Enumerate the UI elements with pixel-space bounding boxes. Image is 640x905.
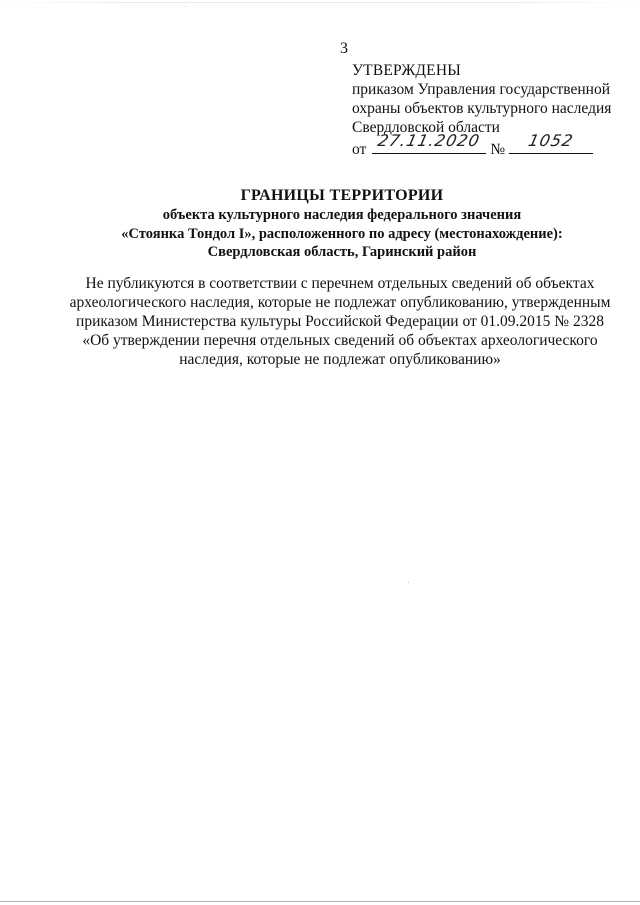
- body-line: приказом Министерства культуры Российской Федерации от 01.09.2015 № 2328: [76, 313, 604, 330]
- approval-block: [352, 61, 632, 158]
- heading-title: ГРАНИЦЫ ТЕРРИТОРИИ: [240, 187, 444, 204]
- body-line: Не публикуются в соответствии с перечнем отдельных сведений об объектах: [85, 275, 595, 292]
- approval-title: УТВЕРЖДЕНЫ: [352, 62, 461, 79]
- date-prefix: от: [352, 141, 367, 158]
- scan-speck: [185, 6, 186, 7]
- order-number-handwritten: 1052: [526, 131, 576, 150]
- approval-line: приказом Управления государственной: [352, 81, 611, 98]
- heading-line: Свердловская область, Гаринский район: [207, 244, 477, 260]
- document-heading: [0, 186, 640, 262]
- approval-line: Свердловской области: [352, 119, 500, 136]
- approval-line: охраны объектов культурного наследия: [352, 100, 612, 117]
- page-number: 3: [340, 40, 348, 57]
- order-date-number-row: [352, 131, 632, 158]
- order-date-field: [372, 131, 486, 154]
- body-line: археологического наследия, которые не подлежат опубликованию, утвержденным: [69, 294, 611, 311]
- order-number-field: [509, 131, 593, 154]
- order-date-handwritten: 27.11.2020: [376, 131, 483, 150]
- body-line: наследия, которые не подлежат опубликованию»: [179, 351, 501, 368]
- number-sign: №: [490, 141, 506, 158]
- heading-line: «Стоянка Тондол I», расположенного по адресу (местонахождение):: [121, 225, 563, 242]
- scan-speck: [408, 582, 409, 583]
- body-line: «Об утверждении перечня отдельных сведений об объектах археологического: [82, 332, 598, 349]
- body-paragraph: [60, 274, 620, 369]
- scan-bottom-edge: [0, 901, 640, 902]
- scan-top-edge: [0, 2, 640, 3]
- heading-line: объекта культурного наследия федерального значения: [162, 207, 522, 223]
